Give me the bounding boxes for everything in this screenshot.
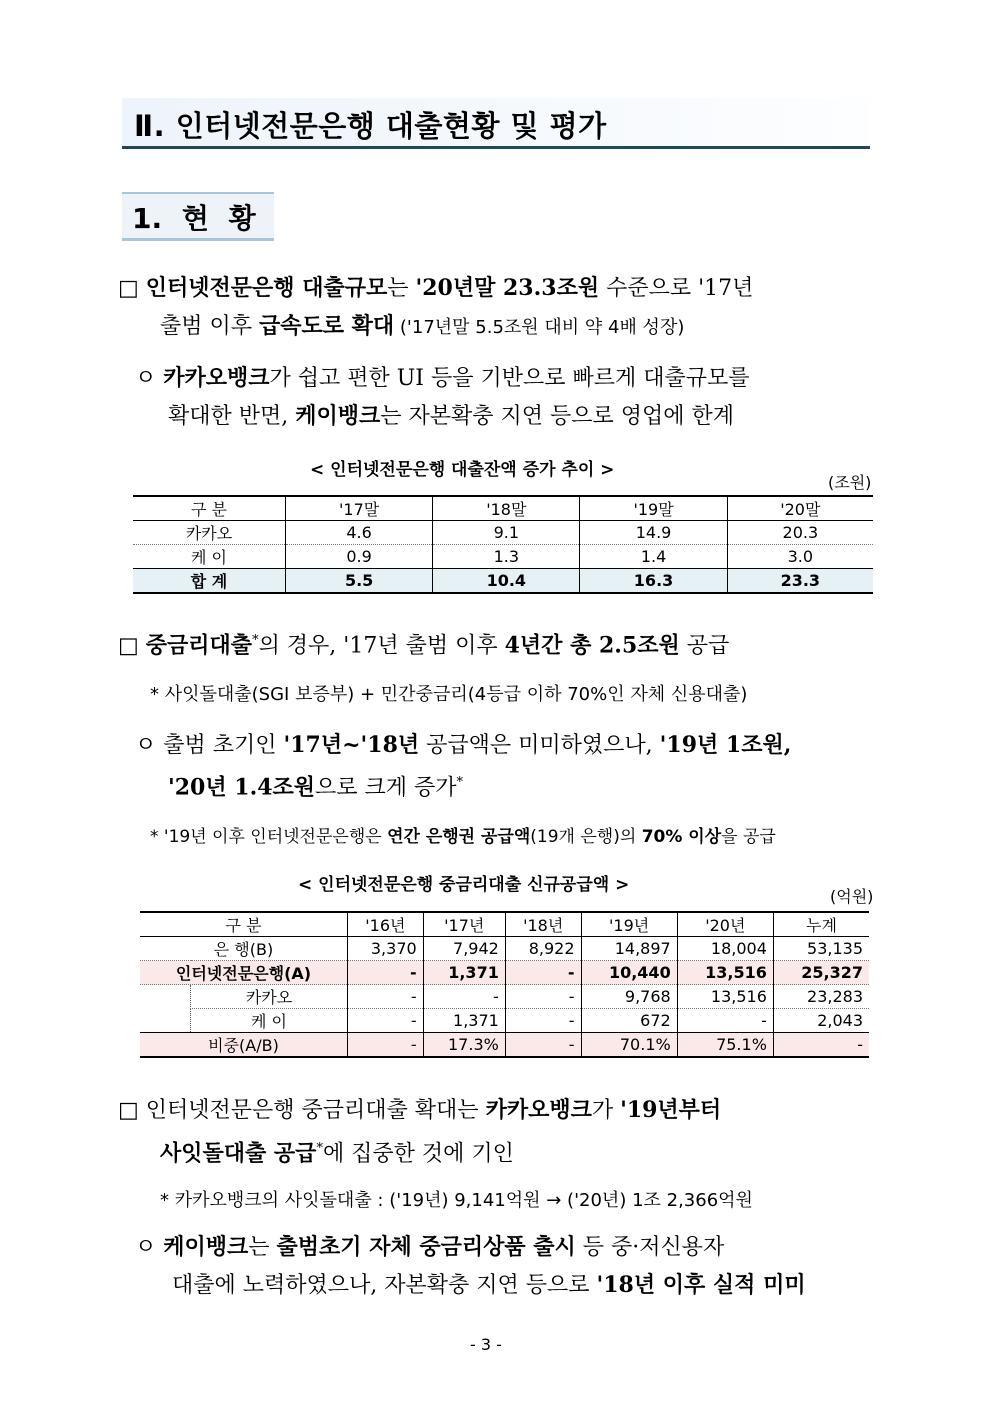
indent-cell (140, 985, 191, 1033)
cell: 3,370 (348, 937, 424, 961)
text-bold: '20년말 23.3조원 (415, 275, 600, 301)
cell: 1.4 (580, 545, 727, 569)
table-row (133, 545, 873, 569)
header-cell: '18년 (505, 912, 581, 937)
header-cell: '19년 (581, 912, 677, 937)
text: 등 중·저신용자 (575, 1235, 725, 1260)
text: ('17년말 5.5조원 대비 약 4배 성장) (394, 317, 685, 338)
header-cell: '20년 (677, 912, 773, 937)
cell: 17.3% (423, 1033, 505, 1058)
bullet-circle: ㅇ (135, 366, 157, 391)
cell: - (505, 1009, 581, 1033)
subsection-header (122, 192, 274, 241)
text-bold: 케이뱅크 (163, 1234, 249, 1260)
footnote-mark: * (316, 1141, 323, 1156)
para-3-line-1 (118, 1092, 721, 1129)
section-header (122, 98, 870, 149)
cell: 9,768 (581, 985, 677, 1009)
cell: 8,922 (505, 937, 581, 961)
table-total-row (133, 569, 873, 594)
cell: - (423, 985, 505, 1009)
cell: 4.6 (286, 521, 433, 545)
section-title: Ⅱ. 인터넷전문은행 대출현황 및 평가 (134, 109, 607, 143)
mid-rate-loan-table (140, 911, 869, 1058)
cell: - (348, 985, 424, 1009)
text: 는 자본확충 지연 등으로 영업에 한계 (380, 404, 735, 429)
text-bold: '17년~'18년 (283, 732, 420, 758)
row-label: 카카오 (133, 521, 286, 545)
bullet-box: □ (118, 1098, 139, 1123)
para-3-line-2 (160, 1130, 514, 1172)
table-row-kakao (140, 985, 869, 1009)
para-3-sub-line-2 (172, 1267, 806, 1304)
table-row (133, 521, 873, 545)
cell: - (348, 961, 424, 985)
cell: 1.3 (433, 545, 580, 569)
cell: 14,897 (581, 937, 677, 961)
row-label: 카카오 (191, 985, 348, 1009)
table-2-caption: < 인터넷전문은행 중금리대출 신규공급액 > (298, 875, 630, 895)
text-bold: '19년 1조원, (659, 732, 792, 758)
table-row-internet-bank (140, 961, 869, 985)
page-number: - 3 - (470, 1335, 502, 1354)
cell: 20.3 (727, 521, 873, 545)
bullet-circle: ㅇ (135, 1235, 157, 1260)
bullet-box: □ (118, 276, 139, 301)
text: 의 경우, '17년 출범 이후 (258, 633, 505, 659)
cell: 25,327 (773, 961, 869, 985)
cell: 1,371 (423, 961, 505, 985)
table-header-row (133, 496, 873, 521)
text-bold: 연간 은행권 공급액 (387, 827, 531, 847)
cell: 10.4 (433, 569, 580, 594)
text: 는 (248, 1235, 277, 1260)
row-label: 케 이 (133, 545, 286, 569)
text: 공급 (679, 633, 730, 659)
header-cell: 누계 (773, 912, 869, 937)
text-bold: 케이뱅크 (295, 403, 381, 429)
para-2-sub-note (150, 822, 776, 847)
cell: 14.9 (580, 521, 727, 545)
row-label: 비중(A/B) (140, 1033, 348, 1058)
text-bold: '19년부터 (620, 1097, 722, 1123)
cell: 672 (581, 1009, 677, 1033)
row-label: 은 행(B) (140, 937, 348, 961)
header-cell: '19말 (580, 496, 727, 521)
cell: 53,135 (773, 937, 869, 961)
text-bold: 70% 이상 (641, 827, 722, 847)
text-bold: 중금리대출 (145, 632, 253, 659)
header-cell: 구 분 (140, 912, 348, 937)
footnote-mark: * (456, 775, 464, 790)
text: (19개 은행)의 (530, 827, 642, 847)
cell: 1,371 (423, 1009, 505, 1033)
text-bold: '18년 이후 실적 미미 (596, 1272, 806, 1298)
text-bold: 출범초기 자체 중금리상품 출시 (276, 1234, 576, 1260)
cell: 5.5 (286, 569, 433, 594)
row-label: 케 이 (191, 1009, 348, 1033)
para-2-sub-line-2 (168, 764, 463, 806)
cell: - (505, 985, 581, 1009)
row-label: 합 계 (133, 569, 286, 594)
cell: - (348, 1009, 424, 1033)
cell: 70.1% (581, 1033, 677, 1058)
cell: 75.1% (677, 1033, 773, 1058)
footnote-mark: * (252, 633, 259, 648)
cell: - (505, 961, 581, 985)
cell: - (505, 1033, 581, 1058)
cell: 7,942 (423, 937, 505, 961)
text: 으로 크게 증가 (315, 775, 457, 801)
para-1-sub-line-1 (135, 360, 750, 397)
table-2-unit: (억원) (830, 887, 874, 906)
bullet-box: □ (118, 633, 139, 659)
para-2-note: * 사잇돌대출(SGI 보증부) + 민간중금리(4등급 이하 70%인 자체 신용대출) (150, 684, 748, 705)
text-bold: 급속도로 확대 (259, 313, 395, 339)
header-cell: 구 분 (133, 496, 286, 521)
text: 을 공급 (721, 827, 776, 847)
text: 출범 이후 (160, 314, 259, 339)
text: 출범 초기인 (163, 733, 284, 758)
cell: - (677, 1009, 773, 1033)
para-2-line-1 (118, 622, 729, 664)
subsection-title: 1. 현 황 (132, 202, 256, 235)
cell: 3.0 (727, 545, 873, 569)
text: 공급액은 미미하였으나, (419, 733, 660, 758)
bullet-circle: ㅇ (135, 733, 157, 758)
header-cell: '17말 (286, 496, 433, 521)
text: 는 (387, 276, 416, 301)
header-cell: '17년 (423, 912, 505, 937)
table-header-row (140, 912, 869, 937)
header-cell: '16년 (348, 912, 424, 937)
text: 가 쉽고 편한 UI 등을 기반으로 빠르게 대출규모를 (269, 366, 750, 391)
cell: - (773, 1033, 869, 1058)
row-label: 인터넷전문은행(A) (140, 961, 348, 985)
text: 가 (591, 1098, 621, 1123)
text-bold: 4년간 총 2.5조원 (504, 632, 680, 659)
header-cell: '18말 (433, 496, 580, 521)
para-1-line-1 (118, 270, 753, 307)
cell: 16.3 (580, 569, 727, 594)
cell: 2,043 (773, 1009, 869, 1033)
para-1-sub-line-2 (168, 398, 734, 435)
text-bold: 사잇돌대출 공급 (160, 1140, 317, 1167)
loan-balance-table (133, 495, 873, 594)
text: 확대한 반면, (168, 404, 296, 429)
cell: 18,004 (677, 937, 773, 961)
cell: 13,516 (677, 985, 773, 1009)
para-3-sub-line-1 (135, 1229, 724, 1266)
table-row-kbank (140, 1009, 869, 1033)
table-1-unit: (조원) (828, 473, 872, 492)
cell: 23,283 (773, 985, 869, 1009)
table-row-ratio (140, 1033, 869, 1058)
text: 수준으로 '17년 (599, 276, 754, 301)
cell: 0.9 (286, 545, 433, 569)
para-2-sub-line-1 (135, 727, 791, 764)
para-1-line-2 (160, 308, 684, 346)
cell: 23.3 (727, 569, 873, 594)
cell: 9.1 (433, 521, 580, 545)
text: 에 집중한 것에 기인 (322, 1141, 514, 1167)
para-3-note: * 카카오뱅크의 사잇돌대출 : ('19년) 9,141억원 → ('20년) 1조 2,366억원 (160, 1190, 753, 1211)
text-bold: '20년 1.4조원 (168, 774, 316, 801)
text: 인터넷전문은행 중금리대출 확대는 (145, 1098, 486, 1123)
table-1-caption: < 인터넷전문은행 대출잔액 증가 추이 > (310, 460, 615, 480)
cell: 13,516 (677, 961, 773, 985)
text-bold: 카카오뱅크 (485, 1097, 592, 1123)
text: 대출에 노력하였으나, 자본확충 지연 등으로 (172, 1273, 597, 1298)
cell: - (348, 1033, 424, 1058)
text-bold: 인터넷전문은행 대출규모 (145, 275, 388, 301)
text-bold: 카카오뱅크 (163, 365, 270, 391)
table-row-bank (140, 937, 869, 961)
cell: 10,440 (581, 961, 677, 985)
text: * '19년 이후 인터넷전문은행은 (150, 827, 388, 847)
header-cell: '20말 (727, 496, 873, 521)
